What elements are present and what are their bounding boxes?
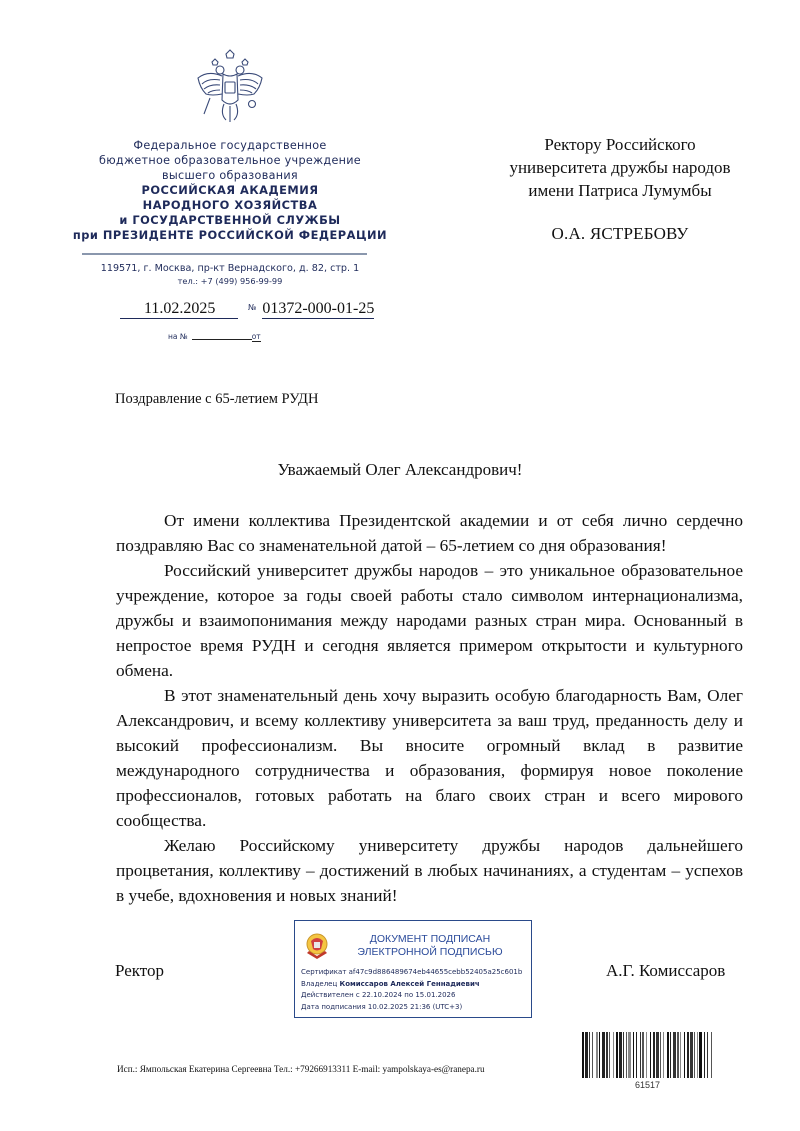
org-line: бюджетное образовательное учреждение (99, 154, 361, 167)
barcode-bar (687, 1032, 689, 1078)
signatory-title: Ректор (115, 961, 165, 980)
barcode-bar (582, 1032, 584, 1078)
barcode-bar (633, 1032, 634, 1078)
russian-coat-of-arms-icon (190, 48, 270, 128)
body-paragraph: В этот знаменательный день хочу выразить особую благодарность Вам, Олег Александрович, и всему коллективу университета за ваш труд, преданность делу и высокий профессионализм. Вы вносите огромный вклад в развитие международного сотрудничества и образования, формируя новое поколение профессионалов, готовых работать на благо своих стран и всего мирового сообщества. (116, 686, 743, 830)
barcode-bar (670, 1032, 671, 1078)
barcode-bar (650, 1032, 651, 1078)
emblem-badge-icon (303, 931, 331, 961)
org-name-line: РОССИЙСКАЯ АКАДЕМИЯ (141, 183, 319, 197)
barcode-bar (636, 1032, 637, 1078)
subject-line: Поздравление с 65-летием РУДН (115, 391, 319, 407)
addressee-name: О.А. ЯСТРЕБОВУ (551, 224, 689, 243)
salutation: Уважаемый Олег Александрович! (277, 460, 523, 479)
owner-value: Комиссаров Алексей Геннадиевич (339, 979, 480, 988)
signatory-name: А.Г. Комиссаров (606, 961, 726, 980)
org-address: 119571, г. Москва, пр-кт Вернадского, д. 82, стр. 1 (100, 263, 360, 274)
barcode-bar (694, 1032, 695, 1078)
reply-from-label: от (251, 332, 261, 341)
barcode-bar (704, 1032, 705, 1078)
barcode-bar (660, 1032, 661, 1078)
body-paragraph: Желаю Российскому университету дружбы народов дальнейшего процветания, коллективу – достижений в любых начинаниях, а студентам – успехов в учебе, вдохновения и новых знаний! (116, 836, 743, 905)
barcode-bar (656, 1032, 659, 1078)
barcode-bar (663, 1032, 664, 1078)
org-line: высшего образования (162, 169, 298, 182)
owner-label: Владелец (301, 979, 338, 988)
registration-number: 01372-000-01-25 (262, 300, 375, 317)
org-name-line: при ПРЕЗИДЕНТЕ РОССИЙСКОЙ ФЕДЕРАЦИИ (72, 228, 388, 242)
stamp-header (335, 933, 525, 959)
body-paragraph: От имени коллектива Президентской академии и от себя лично сердечно поздравляю Вас со знаменательной датой – 65-летием со дня образования! (116, 511, 743, 555)
organization-block (70, 138, 390, 243)
reply-to-blank (192, 339, 252, 340)
barcode-bar (602, 1032, 605, 1078)
electronic-signature-stamp (294, 920, 532, 1018)
barcode-bar (711, 1032, 712, 1078)
validity-row: Действителен с 22.10.2024 по 15.01.2026 (301, 991, 456, 999)
barcode-bar (609, 1032, 610, 1078)
body-paragraph: Российский университет дружбы народов – это уникальное образовательное учреждение, которое за годы своей работы стало символом интернационализма, дружбы и взаимопонимания между народами разных стран мира. Основанный в непростое время РУДН и сегодня является примером открытости и культурного обмена. (116, 561, 743, 680)
barcode-bar (628, 1032, 631, 1078)
barcode-bar (697, 1032, 698, 1078)
barcode-bar (699, 1032, 702, 1078)
barcode-bar (589, 1032, 590, 1078)
org-name-line: и ГОСУДАРСТВЕННОЙ СЛУЖБЫ (119, 213, 341, 227)
addressee-line: университета дружбы народов (509, 158, 731, 177)
barcode-bar (585, 1032, 588, 1078)
barcode-bar (642, 1032, 644, 1078)
reply-to-line (168, 332, 261, 341)
org-phone: тел.: +7 (499) 956-99-99 (177, 276, 283, 286)
addressee-block (470, 133, 770, 245)
certificate-label: Сертификат (301, 968, 347, 976)
certificate-row (301, 967, 527, 979)
barcode-bar (684, 1032, 685, 1078)
stamp-details (301, 967, 527, 1013)
org-line: Федеральное государственное (133, 139, 327, 152)
barcode-bar (667, 1032, 669, 1078)
barcode-bar (623, 1032, 624, 1078)
barcode-bar (596, 1032, 598, 1078)
addressee-line: имени Патриса Лумумбы (528, 181, 712, 200)
registration-date: 11.02.2025 (120, 300, 238, 319)
barcode-bar (626, 1032, 627, 1078)
org-name-line: НАРОДНОГО ХОЗЯЙСТВА (142, 198, 318, 212)
barcode-bar (606, 1032, 608, 1078)
barcode-bar (616, 1032, 618, 1078)
registration-line (120, 300, 374, 319)
barcode-number: 61517 (634, 1080, 661, 1090)
address-block (70, 262, 390, 287)
letter-body (116, 508, 743, 908)
barcode-bar (640, 1032, 641, 1078)
owner-row (301, 979, 527, 991)
barcode-bar (646, 1032, 647, 1078)
barcode-bar (613, 1032, 614, 1078)
barcode-bar (680, 1032, 681, 1078)
number-sign: № (248, 303, 257, 312)
barcode-bar (707, 1032, 708, 1078)
barcode-bar (619, 1032, 622, 1078)
signing-date-row: Дата подписания 10.02.2025 21:36 (UTC+3) (301, 1002, 463, 1011)
barcode-bar (673, 1032, 676, 1078)
barcode-bar (690, 1032, 693, 1078)
barcode-bar (653, 1032, 655, 1078)
header-divider (82, 253, 367, 255)
executor-note: Исп.: Ямпольская Екатерина Сергеевна Тел.: +79266913311 E-mail: yampolskaya-es@ranepa.ru (117, 1064, 485, 1074)
stamp-header-line: ЭЛЕКТРОННОЙ ПОДПИСЬЮ (357, 946, 503, 958)
barcode-bar (599, 1032, 600, 1078)
barcode-bar (677, 1032, 679, 1078)
barcode-bar (592, 1032, 593, 1078)
certificate-value: af47c9d886489674eb44655cebb52405a25c601b (348, 968, 523, 976)
stamp-header-line: ДОКУМЕНТ ПОДПИСАН (369, 933, 491, 945)
reply-to-label: на № (168, 332, 188, 341)
addressee-line: Ректору Российского (544, 135, 696, 154)
barcode (580, 1032, 715, 1078)
